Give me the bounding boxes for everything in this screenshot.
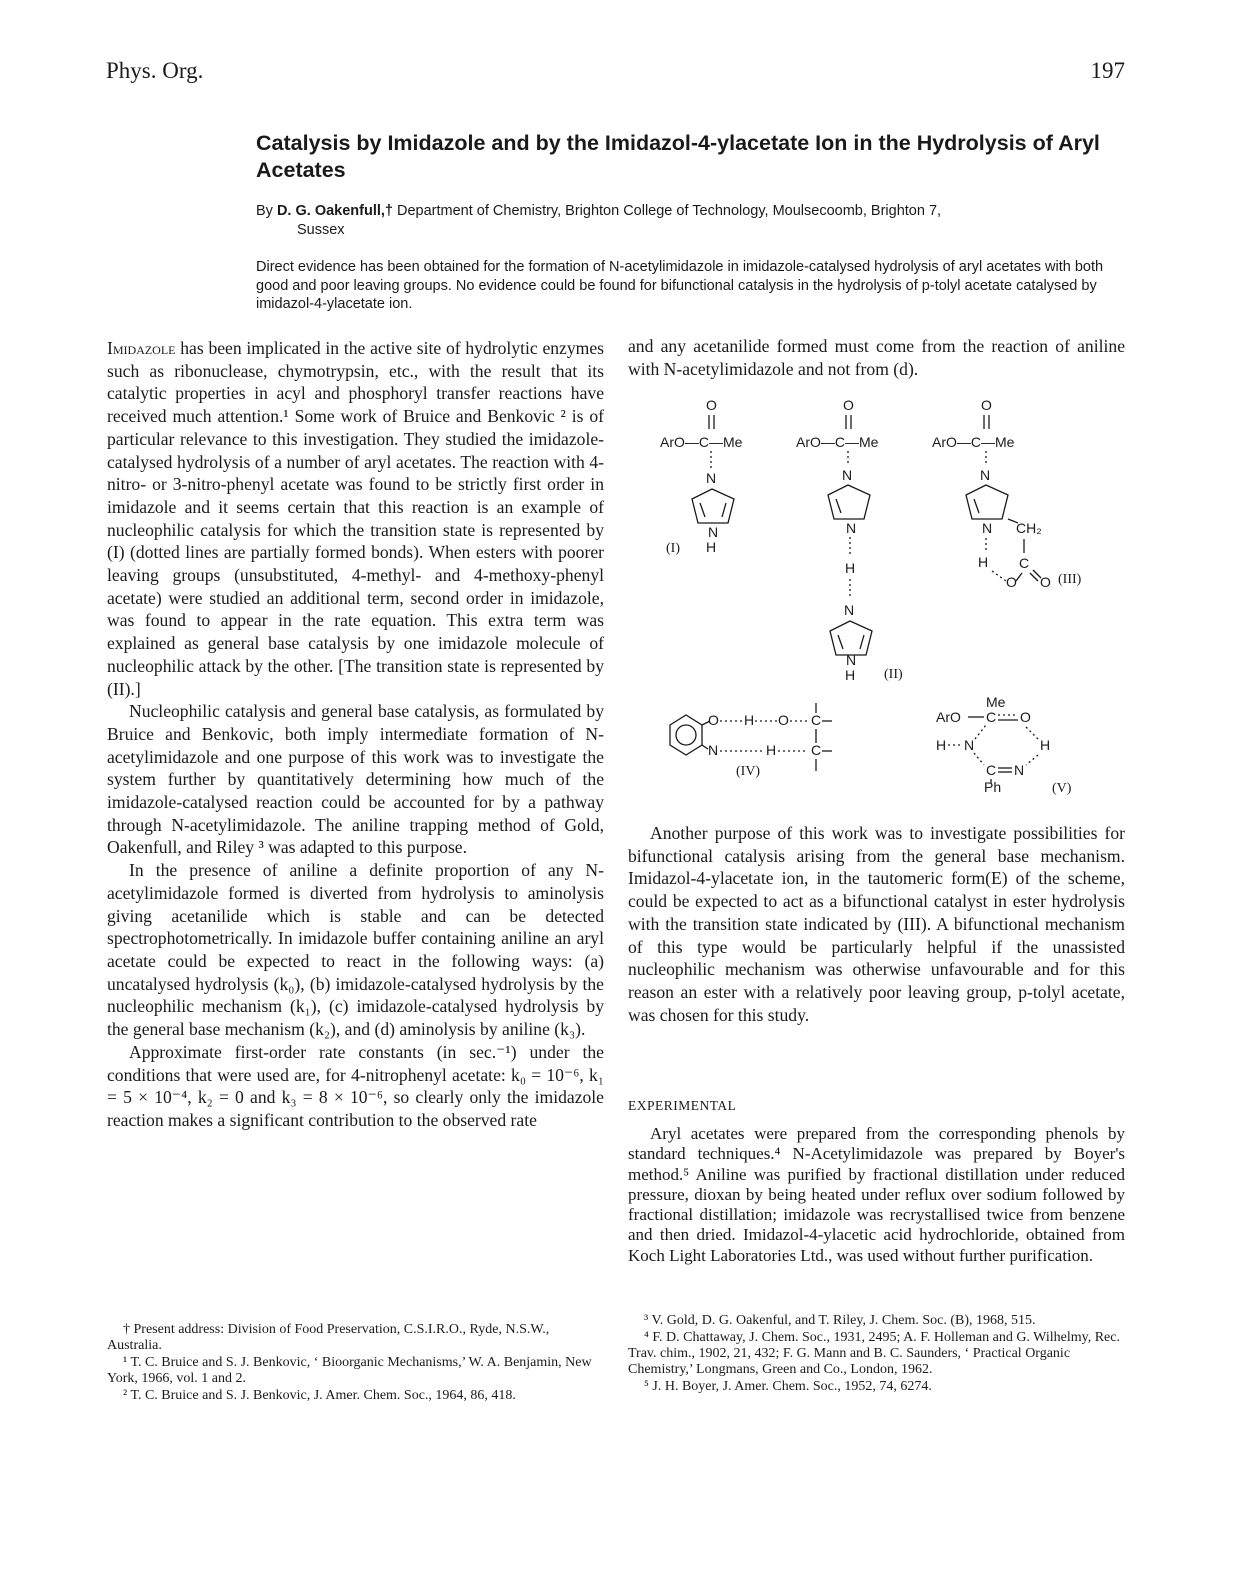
author-affiliation: Department of Chemistry, Brighton College of Technology, Moulsecoomb, Brighton 7, [397, 203, 942, 219]
nitrogen-label: N [846, 520, 857, 536]
hydrogen-label: H [978, 554, 989, 570]
paragraph-2: Nucleophilic catalysis and general base catalysis, as formulated by Bruice and Benkovic, both imply intermediate formation of N-acetylimidazole and one purpose of this work was to investigate the system further by quantitatively determining how much of the imidazole-catalysed reaction could be accounted for by a pathway through N-acetylimidazole. The aniline trapping method of Gold, Oakenfull, and Riley ³ was adapted to this purpose. [107, 701, 604, 858]
nitrogen-label: N [964, 737, 975, 753]
structures-svg [640, 395, 1120, 795]
aro-c-me-label: ArO—C—Me [660, 434, 743, 450]
oxygen-label: O [843, 397, 854, 413]
paragraph-3: In the presence of aniline a definite proportion of any N-acetylimidazole formed is diverted from hydrolysis to aminolysis giving acetanilide which is stable and can be detected spectrophotometrically. In imidazole buffer containing aniline an aryl acetate could be expected to react in the following ways: (a) uncatalysed hydrolysis (k₀), (b) imidazole-catalysed hydrolysis by the nucleophilic mechanism (k₁), (c) imidazole-catalysed hydrolysis by the general base mechanism (k₂), and (d) aminolysis by aniline (k₃). [107, 860, 604, 1040]
page-number: 197 [1090, 58, 1125, 83]
carbon-label: C [986, 709, 997, 725]
right-column-top [628, 335, 1125, 380]
nitrogen-label: N [842, 467, 853, 483]
footnote-5: ⁵ J. H. Boyer, J. Amer. Chem. Soc., 1952, 74, 6274. [644, 1379, 932, 1394]
structure-label-V: (V) [1052, 781, 1072, 795]
hydrogen-label: H [936, 737, 947, 753]
paragraph-experimental: Aryl acetates were prepared from the corresponding phenols by standard techniques.⁴ N-Acetylimidazole was prepared by Boyer's method.⁵ Aniline was purified by fractional distillation under reduced pressure, dioxan by being heated under reflux over sodium followed by fractional distillation; imidazole was recrystallised twice from benzene and then dried. Imidazol-4-ylacetic acid hydrochloride, obtained from Koch Light Laboratories Ltd., was used without further purification. [628, 1124, 1125, 1265]
nitrogen-label: N [846, 652, 857, 668]
hydrogen-label: H [845, 560, 856, 576]
hydrogen-label: H [1040, 737, 1051, 753]
footnote-1: ¹ T. C. Bruice and S. J. Benkovic, ‘ Bioorganic Mechanisms,’ W. A. Benjamin, New York, 1966, vol. 1 and 2. [107, 1355, 592, 1386]
carbon-label: C [986, 762, 997, 778]
article-title: Catalysis by Imidazole and by the Imidazol-4-ylacetate Ion in the Hydrolysis of Aryl Acetates [256, 131, 1100, 182]
aro-c-me-label: ArO—C—Me [796, 434, 879, 450]
structure-label-I: (I) [666, 541, 680, 556]
chemical-structures-figure [640, 395, 1120, 795]
paragraph-right-top: and any acetanilide formed must come from the reaction of aniline with N-acetylimidazole and not from (d). [628, 336, 1125, 379]
right-column-middle [628, 822, 1125, 1026]
hydrogen-label: H [744, 712, 755, 728]
structure-I [660, 397, 743, 556]
paragraph-1 [107, 337, 604, 700]
ch2-label: CH₂ [1016, 520, 1042, 536]
nitrogen-label: N [706, 470, 717, 486]
hydrogen-label: H [845, 667, 856, 683]
carbon-label: C [811, 742, 822, 758]
footnote-4: ⁴ F. D. Chattaway, J. Chem. Soc., 1931, 2495; A. F. Holleman and G. Wilhelmy, Rec. Trav. chim., 1902, 21, 432; F. G. Mann and B. C. Saunders, ‘ Practical Organic Chemistry,’ Longmans, Green and Co., London, 1962. [628, 1330, 1120, 1377]
structure-label-II: (II) [884, 667, 903, 682]
author-name: D. G. Oakenfull,† [276, 203, 393, 219]
footnote-dagger: † Present address: Division of Food Preservation, C.S.I.R.O., Ryde, N.S.W., Australia. [107, 1322, 550, 1353]
hydrogen-label: H [766, 742, 777, 758]
oxygen-label: O [1020, 709, 1031, 725]
footnote-3: ³ V. Gold, D. G. Oakenful, and T. Riley, J. Chem. Soc. (B), 1968, 515. [644, 1313, 1036, 1328]
carbon-label: C [811, 712, 822, 728]
carbon-label: C [1019, 555, 1030, 571]
lead-word: Imidazole [107, 338, 176, 358]
nitrogen-label: N [708, 524, 719, 540]
structure-label-IV: (IV) [736, 764, 761, 779]
running-head-left: Phys. Org. [106, 58, 204, 83]
oxygen-label: O [1040, 574, 1051, 590]
hydrogen-label: H [706, 539, 717, 555]
left-column [107, 337, 604, 1132]
structure-II [796, 397, 903, 683]
right-column-experimental [628, 1124, 1125, 1266]
paragraph-right-mid: Another purpose of this work was to investigate possibilities for bifunctional catalysis arising from the general base mechanism. Imidazol-4-ylacetate ion, in the tautomeric form(E) of the scheme, could be expected to act as a bifunctional catalyst in ester hydrolysis with the transition state indicated by (III). A bifunctional mechanism of this type would be particularly helpful if the unassisted nucleophilic mechanism was otherwise unfavourable and for this reason an ester with a relatively poor leaving group, p-tolyl acetate, was chosen for this study. [628, 823, 1125, 1025]
paragraph-4: Approximate first-order rate constants (in sec.⁻¹) under the conditions that were used are, for 4-nitrophenyl acetate: k₀ = 10⁻⁶, k₁ = 5 × 10⁻⁴, k₂ = 0 and k₃ = 8 × 10⁻⁶, so clearly only the imidazole reaction makes a significant contribution to the observed rate [107, 1041, 604, 1130]
byline [256, 202, 1136, 240]
section-heading-experimental: EXPERIMENTAL [628, 1098, 737, 1113]
byline-by: By [256, 203, 273, 219]
nitrogen-label: N [982, 520, 993, 536]
paragraph-1-text: has been implicated in the active site of hydrolytic enzymes such as ribonuclease, chymotrypsin, etc., with the result that its catalytic properties in acyl and phosphoryl transfer reactions have received much attention.¹ Some work of Bruice and Benkovic ² is of particular relevance to this investigation. They studied the imidazole-catalysed hydrolysis of a number of aryl acetates. The reaction with 4-nitro- or 3-nitro-phenyl acetate was found to be strictly first order in imidazole and it seems certain that this reaction is an example of nucleophilic catalysis for which the transition state is represented by (I) (dotted lines are partially formed bonds). When esters with poorer leaving groups (unsubstituted, 4-methyl- and 4-methoxy-phenyl acetate) were studied an additional term, second order in imidazole, was found to appear in the rate equation. This extra term was explained as general base catalysis by one imidazole molecule of nucleophilic attack by the other. [The transition state is represented by (II).] [107, 338, 604, 699]
oxygen-label: O [1006, 574, 1017, 590]
aro-label: ArO [936, 709, 961, 725]
structure-V [936, 694, 1072, 795]
methyl-label: Me [986, 694, 1006, 710]
nitrogen-label: N [708, 742, 719, 758]
structure-IV [670, 703, 832, 779]
abstract: Direct evidence has been obtained for the formation of N-acetylimidazole in imidazole-catalysed hydrolysis of aryl acetates with both good and poor leaving groups. No evidence could be found for bifunctional catalysis in the hydrolysis of p-tolyl acetate catalysed by imidazol-4-ylacetate ion. [256, 259, 1104, 312]
oxygen-label: O [708, 712, 719, 728]
author-affiliation-2: Sussex [297, 222, 345, 238]
aro-c-me-label: ArO—C—Me [932, 434, 1015, 450]
oxygen-label: O [981, 397, 992, 413]
phenyl-label: Ph [984, 779, 1002, 795]
structure-label-III: (III) [1058, 572, 1082, 587]
footnote-2: ² T. C. Bruice and S. J. Benkovic, J. Amer. Chem. Soc., 1964, 86, 418. [123, 1388, 516, 1403]
structure-III [932, 397, 1082, 590]
left-footnotes [107, 1322, 604, 1405]
nitrogen-label: N [844, 602, 855, 618]
nitrogen-label: N [980, 467, 991, 483]
oxygen-label: O [778, 712, 789, 728]
nitrogen-label: N [1014, 762, 1025, 778]
right-footnotes [628, 1313, 1125, 1396]
oxygen-label: O [706, 397, 717, 413]
